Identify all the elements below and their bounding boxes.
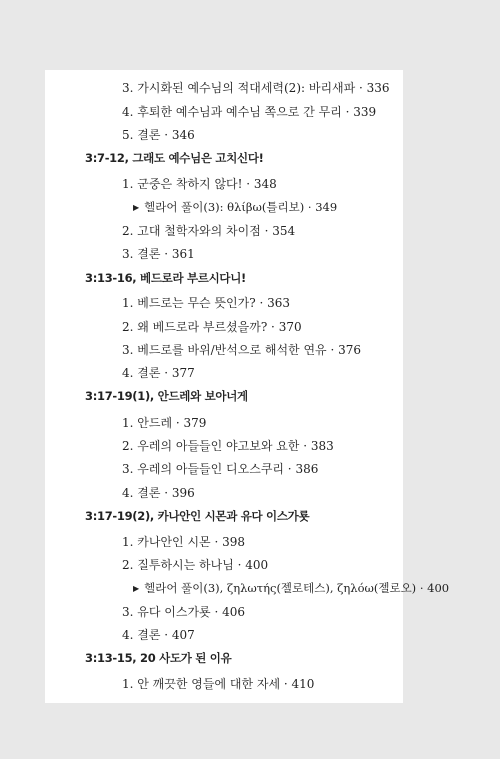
toc-entry[interactable]: 1. 군중은 착하지 않다! · 348 — [122, 177, 277, 191]
toc-entry[interactable]: 1. 베드로는 무슨 뜻인가? · 363 — [122, 296, 291, 310]
toc-entry[interactable]: 2. 고대 철학자와의 차이점 · 354 — [122, 224, 296, 238]
toc-entry[interactable]: 1. 안드레 · 379 — [122, 416, 207, 430]
section-heading[interactable]: 3:13-16, 베드로라 부르시다니! — [85, 271, 246, 285]
triangle-bullet-icon: ▶ — [133, 584, 140, 593]
toc-entry[interactable]: 4. 후퇴한 예수님과 예수님 쪽으로 간 무리 · 339 — [122, 105, 377, 119]
section-heading[interactable]: 3:17-19(1), 안드레와 보아너게 — [85, 389, 248, 403]
triangle-bullet-icon: ▶ — [133, 203, 140, 212]
toc-entry[interactable]: 2. 질투하시는 하나님 · 400 — [122, 558, 269, 572]
toc-entry[interactable]: 3. 베드로를 바위/반석으로 해석한 연유 · 376 — [122, 343, 361, 357]
toc-entry[interactable]: 2. 왜 베드로라 부르셨을까? · 370 — [122, 320, 302, 334]
toc-entry[interactable]: 1. 카나안인 시몬 · 398 — [122, 535, 245, 549]
toc-entry[interactable]: 4. 결론 · 396 — [122, 486, 195, 500]
toc-entry[interactable]: 1. 안 깨끗한 영들에 대한 자세 · 410 — [122, 677, 315, 691]
section-heading[interactable]: 3:13-15, 20 사도가 된 이유 — [85, 651, 232, 665]
toc-entry[interactable]: 3. 가시화된 예수님의 적대세력(2): 바리새파 · 336 — [122, 81, 390, 95]
toc-entry[interactable]: 4. 결론 · 377 — [122, 366, 195, 380]
section-heading[interactable]: 3:7-12, 그래도 예수님은 고치신다! — [85, 151, 264, 165]
section-heading[interactable]: 3:17-19(2), 카나안인 시몬과 유다 이스가룟 — [85, 509, 310, 523]
toc-entry[interactable]: 3. 유다 이스가룟 · 406 — [122, 605, 245, 619]
toc-entry[interactable]: 2. 우레의 아들들인 야고보와 요한 · 383 — [122, 439, 334, 453]
toc-entry[interactable]: 3. 우레의 아들들인 디오스쿠리 · 386 — [122, 462, 319, 476]
toc-entry[interactable]: 3. 결론 · 361 — [122, 247, 195, 261]
toc-entry[interactable]: 4. 결론 · 407 — [122, 628, 195, 642]
toc-sub-entry[interactable]: ▶ 헬라어 풀이(3), ζηλωτής(젤로테스), ζηλόω(젤로오) · 400 — [133, 581, 450, 595]
toc-entry[interactable]: 5. 결론 · 346 — [122, 128, 195, 142]
toc-sub-entry[interactable]: ▶ 헬라어 풀이(3): θλίβω(틀리보) · 349 — [133, 200, 338, 214]
book-page — [45, 70, 450, 703]
